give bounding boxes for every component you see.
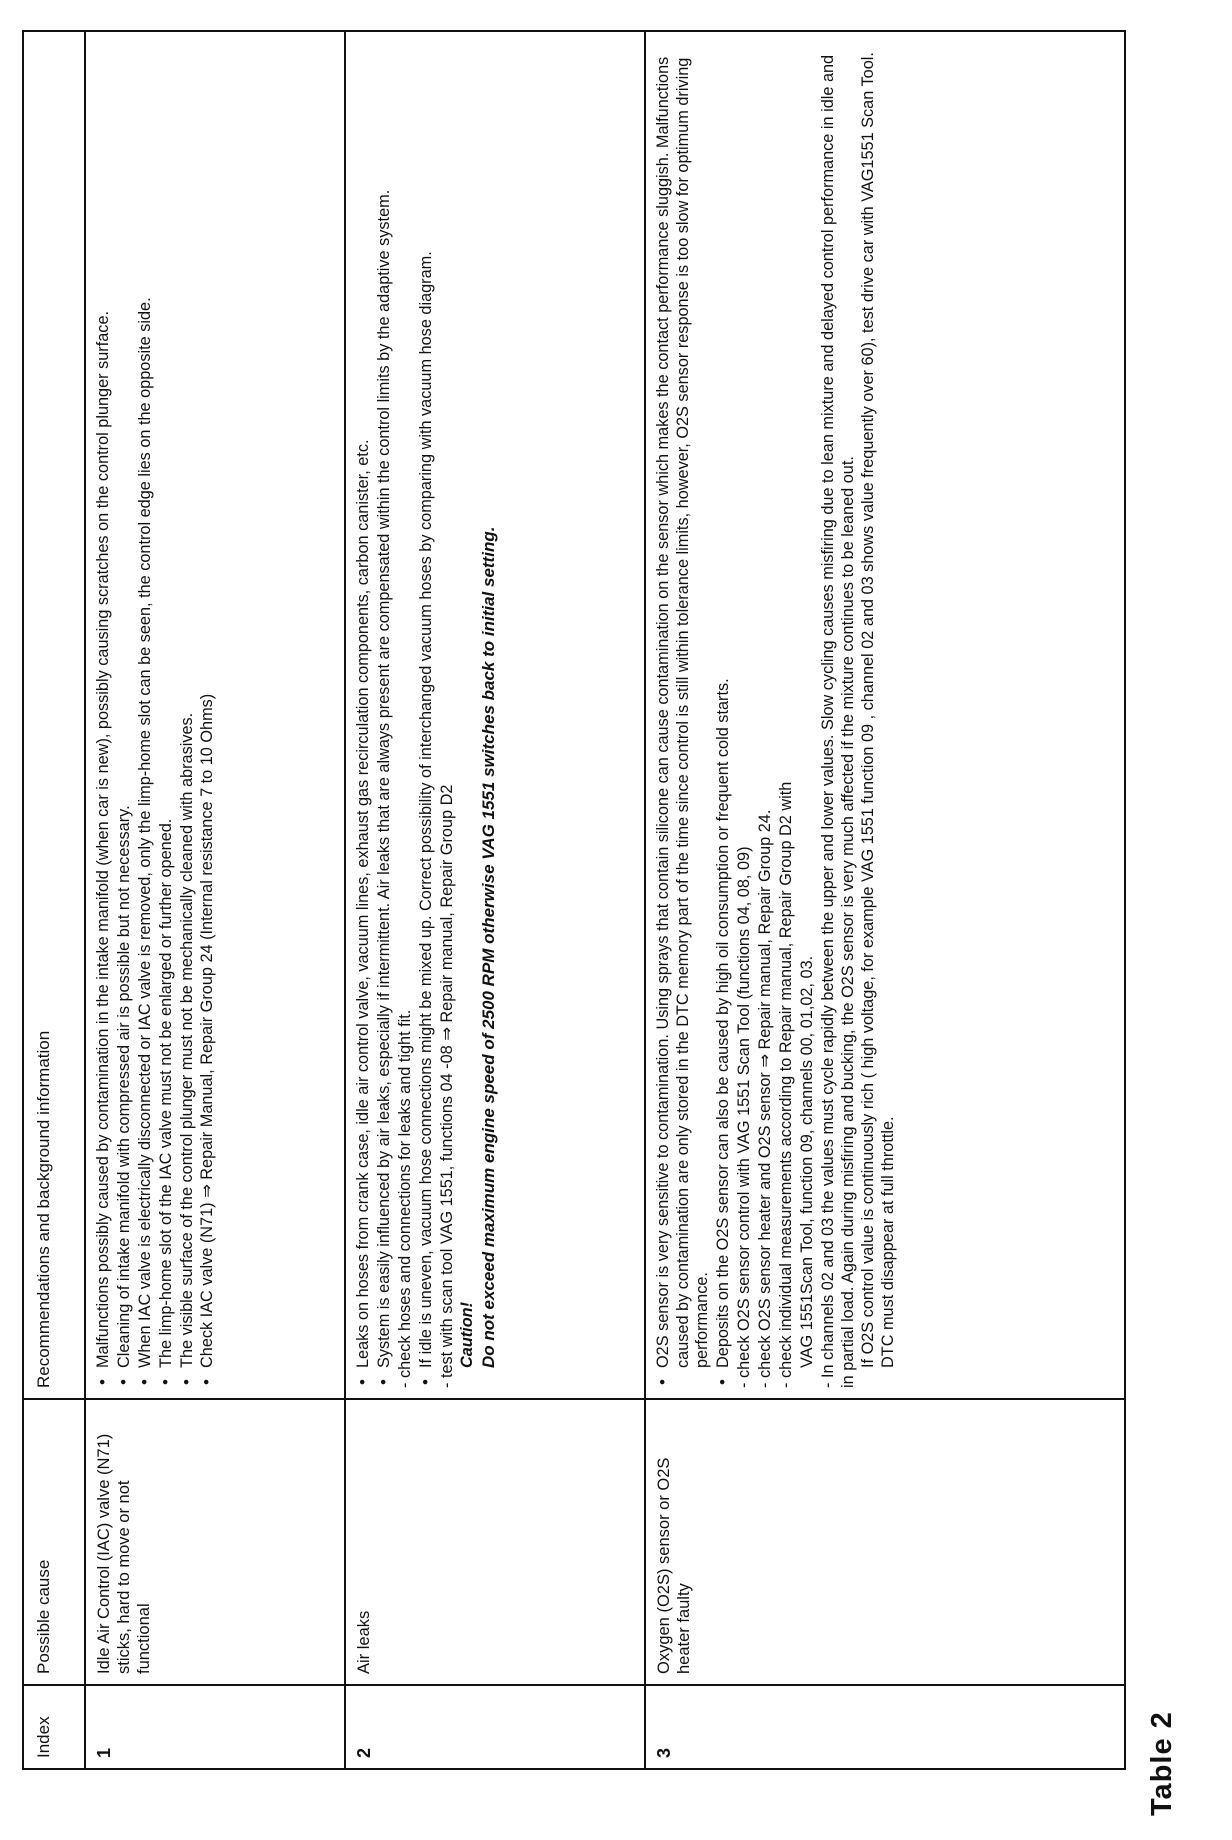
row-possible-cause: Idle Air Control (IAC) valve (N71) sticks, hard to move or not functional [85, 1399, 345, 1685]
table-body [85, 31, 1125, 1769]
list-item: If O2S control value is continuously rich ( high voltage, for example VAG 1551 function 09 , channel 02 and 03 shows value frequently over 60), test drive car with VAG1551 Scan Tool. DTC must disappear at full throttle. [859, 52, 898, 1368]
table-title: Table 2 [1146, 1711, 1178, 1816]
row-index: 1 [85, 1685, 345, 1769]
row-recommendations [645, 31, 1125, 1399]
row-recommendations [85, 31, 345, 1399]
header-row [23, 31, 85, 1769]
bullet-item: • Deposits on the O2S sensor can also be caused by high oil consumption or frequent cold starts. [714, 42, 734, 1388]
bullet-item: • Malfunctions possibly caused by contamination in the intake manifold (when car is new), possibly causing scratches on the control plunger surface. [94, 42, 114, 1388]
table-row [345, 31, 645, 1769]
row-index: 3 [645, 1685, 1125, 1769]
bullet-item: • System is easily influenced by air leaks, especially if intermittent. Air leaks that are always present are compensated within the control limits by the adaptive system. [375, 42, 395, 1388]
bullet-item: • If idle is uneven, vacuum hose connections might be mixed up. Correct possibility of interchanged vacuum hoses by comparing with vacuum hose diagram. [417, 42, 437, 1388]
table-row [85, 31, 345, 1769]
row-recommendations [345, 31, 645, 1399]
list-item: Caution! [458, 1301, 477, 1368]
list-item: Do not exceed maximum engine speed of 2500 RPM otherwise VAG 1551 switches back to initial setting. [479, 526, 499, 1368]
step-item: - test with scan tool VAG 1551, functions 04 -08 ⇒ Repair manual, Repair Group D2 [438, 42, 458, 1388]
bullet-item: • The limp-home slot of the IAC valve must not be enlarged or further opened. [157, 42, 177, 1388]
bullet-item: • Leaks on hoses from crank case, idle air control valve, vacuum lines, exhaust gas recirculation components, carbon canister, etc. [354, 42, 374, 1388]
step-item: - In channels 02 and 03 the values must cycle rapidly between the upper and lower values. Slow cycling causes misfiring due to lean mixture and delayed control performance in idle and in partial load. Again during misfiring and bucking, the O2S sensor is very much affected if the mixture continues to be leaned out. [819, 42, 859, 1388]
step-item: - check O2S sensor heater and O2S sensor ⇒ Repair manual, Repair Group 24. [756, 42, 776, 1388]
header-recommendations: Recommendations and background information [23, 31, 85, 1399]
diagnostic-table [22, 30, 1126, 1770]
row-possible-cause: Oxygen (O2S) sensor or O2S heater faulty [645, 1399, 1125, 1685]
list-item: VAG 1551Scan Tool, function 09, channels 00, 01,02, 03. [797, 955, 816, 1368]
recommendation-list [94, 42, 218, 1388]
recommendation-list [654, 42, 900, 1388]
header-index: Index [23, 1685, 85, 1769]
bullet-item: • O2S sensor is very sensitive to contamination. Using sprays that contain silicone can cause contamination on the sensor which makes the contact performance sluggish. Malfunctions caused by contamination are only stored in the DTC memory part of the time since control is still within tolerance limits, however, O2S sensor response is too slow for optimum driving performance. [654, 42, 714, 1388]
table-row [645, 31, 1125, 1769]
bullet-item: • The visible surface of the control plunger must not be mechanically cleaned with abrasives. [178, 42, 198, 1388]
row-index: 2 [345, 1685, 645, 1769]
bullet-item: • When IAC valve is electrically disconnected or IAC valve is removed, only the limp-home slot can be seen, the control edge lies on the opposite side. [136, 42, 156, 1388]
header-possible-cause: Possible cause [23, 1399, 85, 1685]
recommendation-list [354, 42, 500, 1388]
row-possible-cause: Air leaks [345, 1399, 645, 1685]
bullet-item: • Check IAC valve (N71) ⇒ Repair Manual, Repair Group 24 (Internal resistance 7 to 10 Ohms) [198, 42, 218, 1388]
step-item: - check O2S sensor control with VAG 1551 Scan Tool (functions 04, 08, 09) [735, 42, 755, 1388]
bullet-item: • Cleaning of intake manifold with compressed air is possible but not necessary. [115, 42, 135, 1388]
step-item: - check hoses and connections for leaks and tight fit. [396, 42, 416, 1388]
step-item: - check individual measurements according to Repair manual, Repair Group D2 with [777, 42, 797, 1388]
